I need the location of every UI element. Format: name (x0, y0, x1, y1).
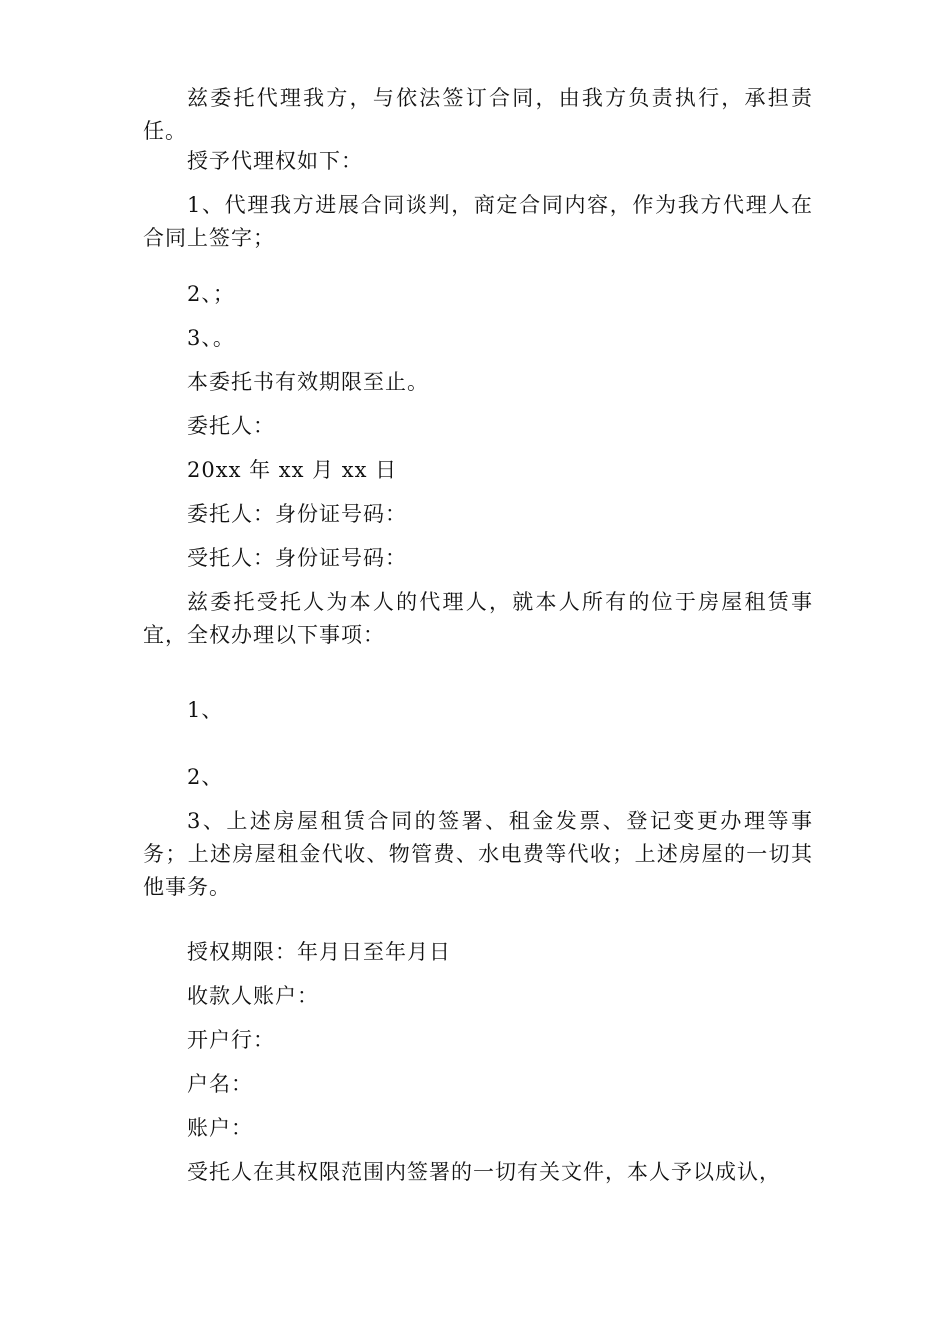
paragraph-authorization-period: 授权期限：年月日至年月日 (187, 940, 451, 964)
paragraph-account-name: 户名： (187, 1072, 253, 1096)
paragraph-bank: 开户行： (187, 1028, 275, 1052)
paragraph-granted-powers: 授予代理权如下： (187, 149, 363, 173)
paragraph-principal: 委托人： (187, 414, 275, 438)
paragraph-agent-id: 受托人：身份证号码： (187, 546, 407, 570)
paragraph-date: 20xx 年 xx 月 xx 日 (187, 458, 398, 482)
paragraph-rental-authorization: 兹委托受托人为本人的代理人，就本人所有的位于房屋租赁事宜，全权办理以下事项： (143, 590, 813, 647)
paragraph-item-3: 3、。 (187, 326, 235, 350)
paragraph-authorization-intro: 兹委托代理我方，与依法签订合同，由我方负责执行，承担责任。 (143, 86, 813, 143)
paragraph-item-2: 2、； (187, 282, 235, 306)
paragraph-matter-3: 3、上述房屋租赁合同的签署、租金发票、登记变更办理等事务；上述房屋租金代收、物管费、水电费等代收；上述房屋的一切其他事务。 (143, 809, 813, 899)
paragraph-recognition: 受托人在其权限范围内签署的一切有关文件，本人予以成认， (187, 1160, 781, 1184)
paragraph-item-1: 1、代理我方进展合同谈判，商定合同内容，作为我方代理人在合同上签字； (143, 193, 813, 250)
paragraph-payee-account: 收款人账户： (187, 984, 319, 1008)
paragraph-matter-2: 2、 (187, 765, 224, 789)
paragraph-validity: 本委托书有效期限至止。 (187, 370, 429, 394)
paragraph-account-number: 账户： (187, 1116, 253, 1140)
paragraph-principal-id: 委托人：身份证号码： (187, 502, 407, 526)
paragraph-matter-1: 1、 (187, 698, 224, 722)
